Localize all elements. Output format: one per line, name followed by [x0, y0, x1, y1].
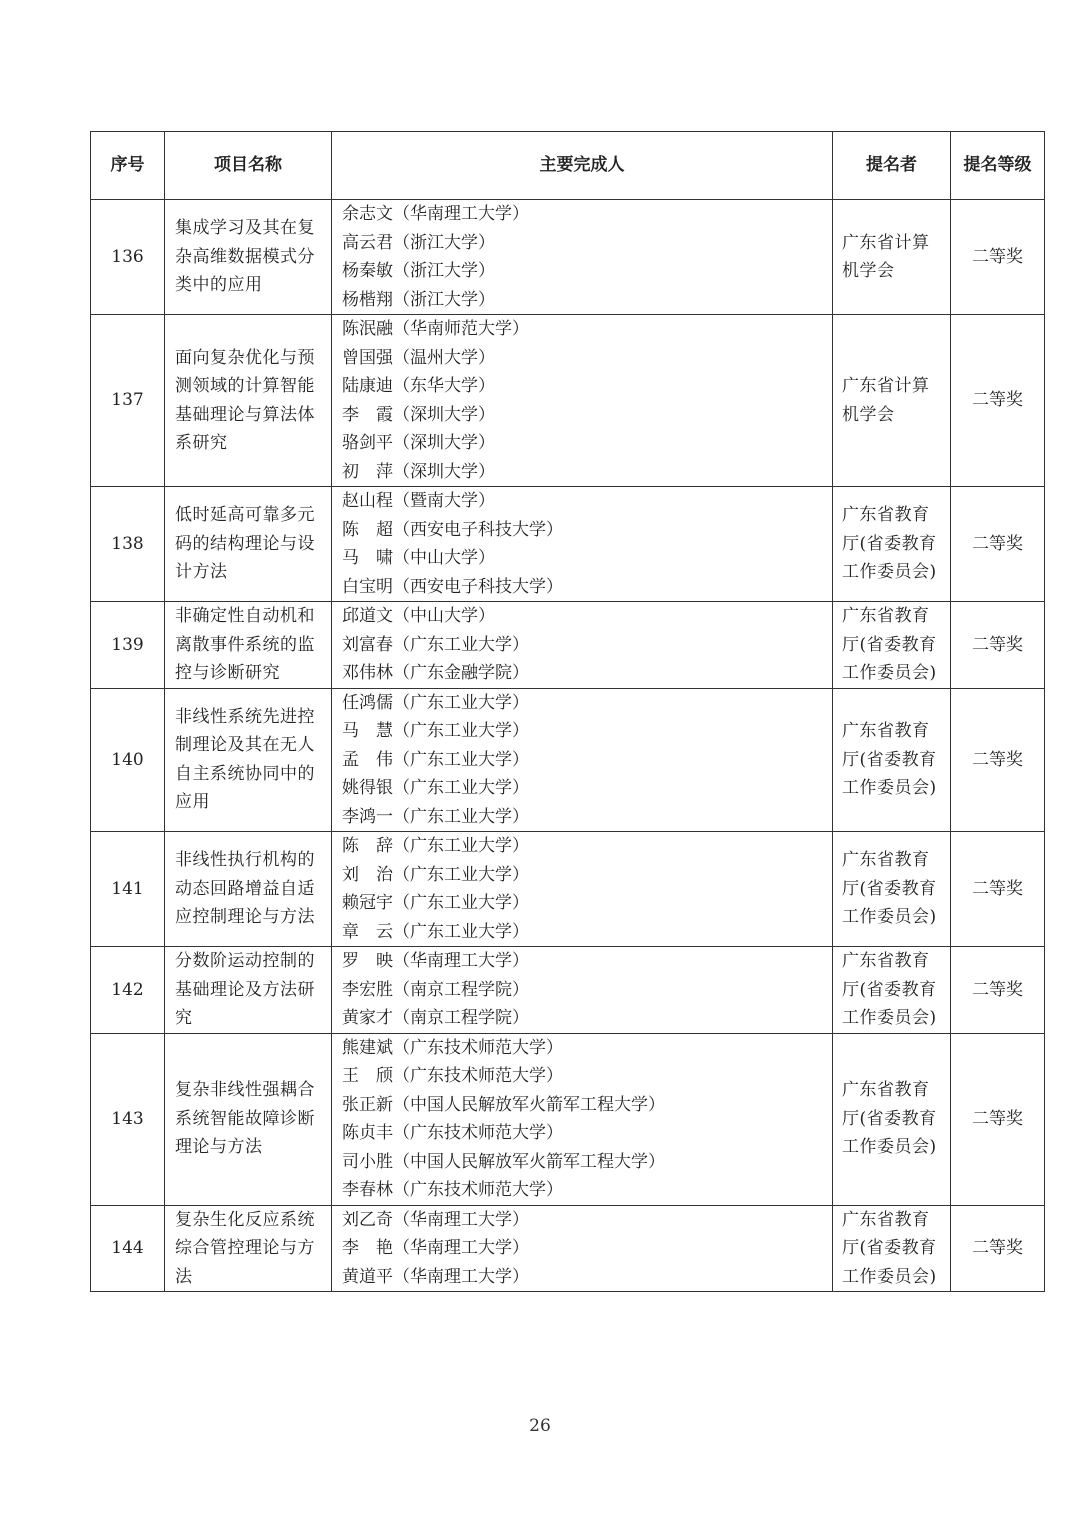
row-id: 136	[91, 200, 165, 315]
completers-cell	[332, 1033, 833, 1205]
completer-entry	[342, 1062, 824, 1091]
completer-name: 高云君	[342, 232, 393, 253]
completer-name: 杨秦敏	[342, 261, 393, 281]
completer-entry	[342, 516, 824, 545]
completers-cell	[332, 1205, 833, 1292]
completer-entry	[342, 774, 824, 803]
nominator: 广东省教育厅(省委教育工作委员会)	[833, 688, 951, 832]
completer-institution: （浙江大学）	[393, 232, 495, 253]
completer-institution: （浙江大学）	[393, 289, 495, 310]
row-id: 141	[91, 832, 165, 947]
completer-entry	[342, 861, 824, 890]
table-header	[91, 132, 1045, 200]
completer-institution: （深圳大学）	[393, 404, 495, 425]
nominator: 广东省计算机学会	[833, 200, 951, 315]
completer-institution: （深圳大学）	[393, 461, 495, 482]
nominator: 广东省教育厅(省委教育工作委员会)	[833, 487, 951, 602]
completer-institution: （南京工程学院）	[393, 1008, 529, 1028]
completer-name: 陈泯融	[342, 319, 393, 339]
completer-name: 余志文	[342, 204, 393, 224]
nomination-grade: 二等奖	[951, 200, 1045, 315]
project-title: 集成学习及其在复杂高维数据模式分类中的应用	[165, 200, 332, 315]
project-title: 非线性执行机构的动态回路增益自适应控制理论与方法	[165, 832, 332, 947]
completer-name: 刘乙奇	[342, 1209, 393, 1230]
completer-name: 李春林	[342, 1180, 393, 1200]
table-row	[91, 688, 1045, 832]
completer-entry	[342, 1091, 824, 1120]
completer-entry	[342, 1004, 824, 1033]
completer-institution: （广东工业大学）	[393, 836, 529, 856]
completer-name: 杨楷翔	[342, 289, 393, 310]
completer-entry	[342, 229, 824, 258]
completer-institution: （西安电子科技大学）	[393, 519, 563, 540]
table-row	[91, 487, 1045, 602]
nomination-grade: 二等奖	[951, 315, 1045, 487]
completer-institution: （暨南大学）	[393, 491, 495, 511]
completer-institution: （广东技术师范大学）	[393, 1123, 563, 1143]
completer-institution: （广东技术师范大学）	[393, 1066, 563, 1086]
header-nominator: 提名者	[833, 132, 951, 200]
completer-name: 任鸿儒	[342, 692, 393, 713]
completer-institution: （广东工业大学）	[393, 634, 529, 655]
nominator: 广东省教育厅(省委教育工作委员会)	[833, 1033, 951, 1205]
completer-entry	[342, 1234, 824, 1263]
row-id: 139	[91, 602, 165, 689]
project-title: 非确定性自动机和离散事件系统的监控与诊断研究	[165, 602, 332, 689]
completer-institution: （广东工业大学）	[393, 749, 529, 770]
completer-institution: （华南理工大学）	[393, 1238, 529, 1258]
nomination-grade: 二等奖	[951, 947, 1045, 1034]
table-row	[91, 200, 1045, 315]
row-id: 137	[91, 315, 165, 487]
header-title: 项目名称	[165, 132, 332, 200]
header-row	[91, 132, 1045, 200]
completer-institution: （广东工业大学）	[393, 893, 529, 913]
header-grade: 提名等级	[951, 132, 1045, 200]
table-row	[91, 1033, 1045, 1205]
row-id: 144	[91, 1205, 165, 1292]
completer-institution: （华南师范大学）	[393, 319, 529, 339]
completer-institution: （中国人民解放军火箭军工程大学）	[393, 1151, 665, 1172]
table-row	[91, 832, 1045, 947]
table-body	[91, 200, 1045, 1292]
row-id: 143	[91, 1033, 165, 1205]
completer-entry	[342, 1263, 824, 1292]
completer-institution: （广东工业大学）	[393, 806, 529, 827]
completer-name: 姚得银	[342, 778, 393, 798]
project-title: 复杂非线性强耦合系统智能故障诊断理论与方法	[165, 1033, 332, 1205]
completer-entry	[342, 429, 824, 458]
completer-institution: （广东工业大学）	[393, 864, 529, 885]
project-title: 非线性系统先进控制理论及其在无人自主系统协同中的应用	[165, 688, 332, 832]
completers-cell	[332, 947, 833, 1034]
completer-institution: （中山大学）	[393, 548, 495, 568]
completer-entry	[342, 631, 824, 660]
completer-institution: （温州大学）	[393, 347, 495, 368]
award-table	[90, 131, 1045, 1292]
completer-name: 章 云	[342, 921, 393, 942]
completer-entry	[342, 458, 824, 487]
completer-institution: （华南理工大学）	[393, 204, 529, 224]
completers-cell	[332, 832, 833, 947]
completer-institution: （广东技术师范大学）	[393, 1037, 563, 1058]
row-id: 142	[91, 947, 165, 1034]
completer-entry	[342, 544, 824, 573]
completer-entry	[342, 573, 824, 602]
project-title: 低时延高可靠多元码的结构理论与设计方法	[165, 487, 332, 602]
completer-entry	[342, 372, 824, 401]
completer-entry	[342, 803, 824, 832]
completer-institution: （中国人民解放军火箭军工程大学）	[393, 1094, 665, 1115]
completer-name: 刘 治	[342, 864, 393, 885]
completer-name: 李宏胜	[342, 979, 393, 1000]
completers-cell	[332, 315, 833, 487]
header-id: 序号	[91, 132, 165, 200]
completer-name: 李 艳	[342, 1238, 393, 1258]
table-row	[91, 1205, 1045, 1292]
completers-cell	[332, 200, 833, 315]
completer-entry	[342, 1206, 824, 1235]
header-people: 主要完成人	[332, 132, 833, 200]
completer-entry	[342, 832, 824, 861]
completer-institution: （广东工业大学）	[393, 778, 529, 798]
nominator: 广东省教育厅(省委教育工作委员会)	[833, 832, 951, 947]
completer-name: 黄道平	[342, 1266, 393, 1287]
completer-institution: （深圳大学）	[393, 433, 495, 453]
completer-entry	[342, 401, 824, 430]
nominator: 广东省教育厅(省委教育工作委员会)	[833, 947, 951, 1034]
table-row	[91, 947, 1045, 1034]
completer-entry	[342, 1119, 824, 1148]
nomination-grade: 二等奖	[951, 688, 1045, 832]
completer-name: 邓伟林	[342, 663, 393, 683]
completer-name: 赵山程	[342, 491, 393, 511]
completer-institution: （广东工业大学）	[393, 921, 529, 942]
nomination-grade: 二等奖	[951, 1205, 1045, 1292]
completer-institution: （南京工程学院）	[393, 979, 529, 1000]
completer-name: 李 霞	[342, 404, 393, 425]
completer-entry	[342, 947, 824, 976]
completer-institution: （广东技术师范大学）	[393, 1180, 563, 1200]
completer-entry	[342, 976, 824, 1005]
completer-name: 骆剑平	[342, 433, 393, 453]
completer-entry	[342, 746, 824, 775]
completer-entry	[342, 487, 824, 516]
completer-entry	[342, 344, 824, 373]
completer-entry	[342, 1034, 824, 1063]
completer-entry	[342, 717, 824, 746]
completer-name: 陈贞丰	[342, 1123, 393, 1143]
nomination-grade: 二等奖	[951, 832, 1045, 947]
completer-institution: （浙江大学）	[393, 261, 495, 281]
completer-entry	[342, 200, 824, 229]
completer-entry	[342, 286, 824, 315]
completer-institution: （广东工业大学）	[393, 692, 529, 713]
row-id: 138	[91, 487, 165, 602]
completer-name: 熊建斌	[342, 1037, 393, 1058]
row-id: 140	[91, 688, 165, 832]
completer-institution: （西安电子科技大学）	[393, 576, 563, 597]
completer-name: 白宝明	[342, 576, 393, 597]
completer-entry	[342, 889, 824, 918]
completer-institution: （广东金融学院）	[393, 663, 529, 683]
completer-name: 黄家才	[342, 1008, 393, 1028]
completer-name: 张正新	[342, 1094, 393, 1115]
completer-institution: （中山大学）	[393, 606, 495, 626]
completer-institution: （广东工业大学）	[393, 721, 529, 741]
completer-name: 刘富春	[342, 634, 393, 655]
completer-institution: （华南理工大学）	[393, 1266, 529, 1287]
project-title: 分数阶运动控制的基础理论及方法研究	[165, 947, 332, 1034]
completer-name: 马 慧	[342, 721, 393, 741]
project-title: 面向复杂优化与预测领域的计算智能基础理论与算法体系研究	[165, 315, 332, 487]
completer-name: 司小胜	[342, 1151, 393, 1172]
completer-entry	[342, 315, 824, 344]
completer-institution: （东华大学）	[393, 376, 495, 396]
completer-name: 陈 超	[342, 519, 393, 540]
completer-entry	[342, 918, 824, 947]
completer-entry	[342, 1176, 824, 1205]
completer-name: 邱道文	[342, 606, 393, 626]
completer-name: 初 萍	[342, 461, 393, 482]
nomination-grade: 二等奖	[951, 602, 1045, 689]
completer-name: 曾国强	[342, 347, 393, 368]
completers-cell	[332, 602, 833, 689]
completer-name: 马 啸	[342, 548, 393, 568]
completer-entry	[342, 1148, 824, 1177]
completer-name: 赖冠宇	[342, 893, 393, 913]
completer-name: 李鸿一	[342, 806, 393, 827]
completer-name: 孟 伟	[342, 749, 393, 770]
completer-institution: （华南理工大学）	[393, 1209, 529, 1230]
nomination-grade: 二等奖	[951, 487, 1045, 602]
table-row	[91, 315, 1045, 487]
nominator: 广东省教育厅(省委教育工作委员会)	[833, 1205, 951, 1292]
completer-name: 罗 映	[342, 951, 393, 971]
completer-name: 王 颀	[342, 1066, 393, 1086]
completers-cell	[332, 688, 833, 832]
page-number: 26	[529, 1416, 551, 1436]
completer-name: 陆康迪	[342, 376, 393, 396]
nominator: 广东省计算机学会	[833, 315, 951, 487]
completer-entry	[342, 689, 824, 718]
completer-name: 陈 辞	[342, 836, 393, 856]
table-row	[91, 602, 1045, 689]
completer-entry	[342, 257, 824, 286]
completer-entry	[342, 659, 824, 688]
completer-institution: （华南理工大学）	[393, 951, 529, 971]
project-title: 复杂生化反应系统综合管控理论与方法	[165, 1205, 332, 1292]
nomination-grade: 二等奖	[951, 1033, 1045, 1205]
completer-entry	[342, 602, 824, 631]
completers-cell	[332, 487, 833, 602]
nominator: 广东省教育厅(省委教育工作委员会)	[833, 602, 951, 689]
